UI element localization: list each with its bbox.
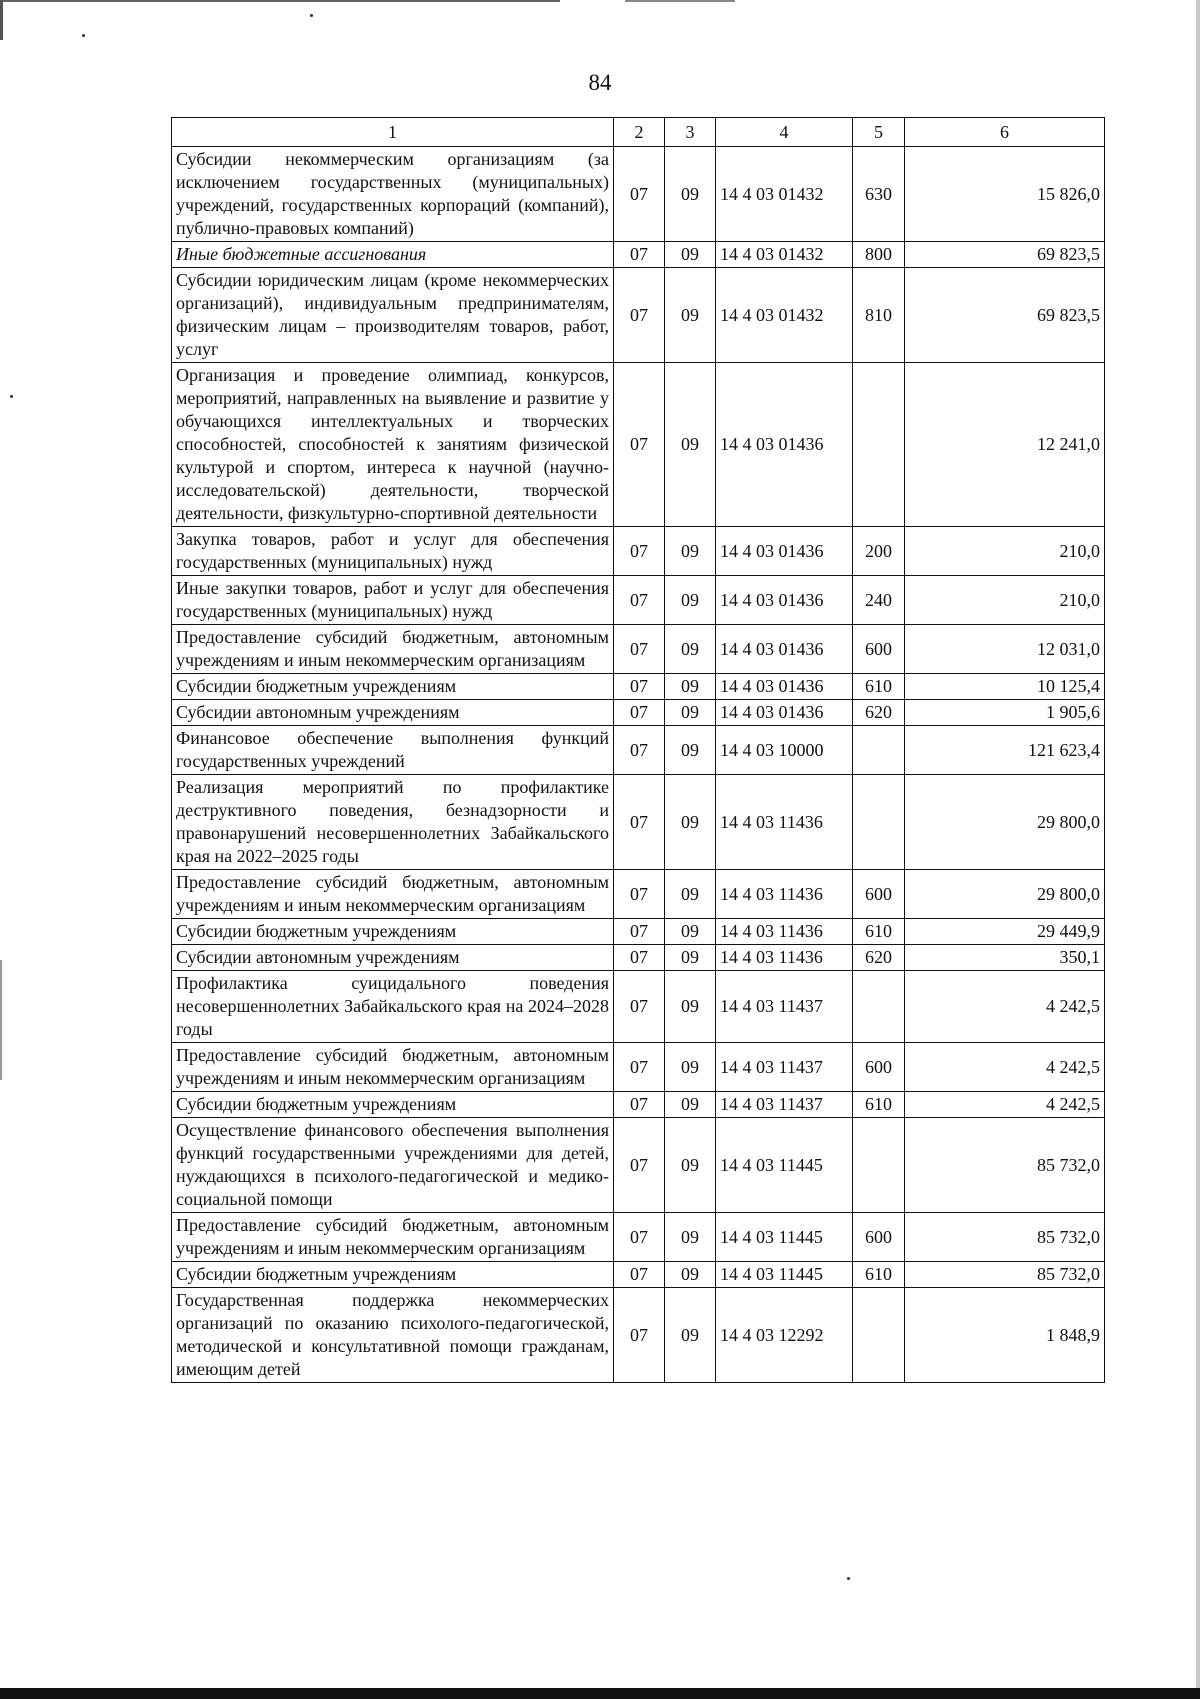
row-expense-type-cell: 600 <box>853 1213 905 1262</box>
row-section-cell: 07 <box>614 1213 665 1262</box>
scan-edge-left <box>0 0 3 40</box>
row-name-cell: Субсидии бюджетным учреждениям <box>172 1262 614 1288</box>
row-subsection-cell: 09 <box>665 945 716 971</box>
row-name-cell: Государственная поддержка некоммерческих организаций по оказанию психолого-педагогической, методической и консультативной помощи гражданам, имеющим детей <box>172 1288 614 1383</box>
row-expense-type-cell: 630 <box>853 147 905 242</box>
row-target-code-cell: 14 4 03 01432 <box>716 268 853 363</box>
row-name-cell: Реализация мероприятий по профилактике деструктивного поведения, безнадзорности и правонарушений несовершеннолетних Забайкальского края на 2022–2025 годы <box>172 775 614 870</box>
table-row <box>172 527 1105 576</box>
row-amount-cell: 4 242,5 <box>905 1092 1105 1118</box>
row-target-code-cell: 14 4 03 11436 <box>716 775 853 870</box>
row-expense-type-cell: 600 <box>853 625 905 674</box>
row-name-cell: Осуществление финансового обеспечения выполнения функций государственными учреждениями для детей, нуждающихся в психолого-педагогической и медико-социальной помощи <box>172 1118 614 1213</box>
row-section-cell: 07 <box>614 919 665 945</box>
row-target-code-cell: 14 4 03 01436 <box>716 363 853 527</box>
row-subsection-cell: 09 <box>665 1262 716 1288</box>
row-subsection-cell: 09 <box>665 147 716 242</box>
table-row <box>172 1213 1105 1262</box>
row-subsection-cell: 09 <box>665 919 716 945</box>
row-subsection-cell: 09 <box>665 527 716 576</box>
row-section-cell: 07 <box>614 625 665 674</box>
header-cell-amount: 6 <box>905 118 1105 147</box>
row-section-cell: 07 <box>614 242 665 268</box>
row-amount-cell: 29 800,0 <box>905 775 1105 870</box>
table-row <box>172 268 1105 363</box>
row-expense-type-cell: 610 <box>853 1092 905 1118</box>
row-expense-type-cell <box>853 1118 905 1213</box>
table-row <box>172 1043 1105 1092</box>
row-amount-cell: 210,0 <box>905 527 1105 576</box>
row-amount-cell: 85 732,0 <box>905 1118 1105 1213</box>
row-target-code-cell: 14 4 03 11445 <box>716 1262 853 1288</box>
header-cell-expense-type: 5 <box>853 118 905 147</box>
table-row <box>172 700 1105 726</box>
row-name-cell: Организация и проведение олимпиад, конкурсов, мероприятий, направленных на выявление и развитие у обучающихся интеллектуальных и творческих способностей, способностей к занятиям физической культурой и спортом, интереса к научной (научно-исследовательской) деятельности, творческой деятельности, физкультурно-спортивной деятельности <box>172 363 614 527</box>
row-name-cell: Предоставление субсидий бюджетным, автономным учреждениям и иным некоммерческим организациям <box>172 870 614 919</box>
table-row <box>172 919 1105 945</box>
row-expense-type-cell: 610 <box>853 674 905 700</box>
row-name-cell: Иные бюджетные ассигнования <box>172 242 614 268</box>
table-row <box>172 147 1105 242</box>
row-amount-cell: 210,0 <box>905 576 1105 625</box>
row-expense-type-cell: 800 <box>853 242 905 268</box>
row-amount-cell: 69 823,5 <box>905 268 1105 363</box>
row-subsection-cell: 09 <box>665 775 716 870</box>
row-amount-cell: 350,1 <box>905 945 1105 971</box>
row-expense-type-cell: 620 <box>853 700 905 726</box>
row-amount-cell: 121 623,4 <box>905 726 1105 775</box>
row-target-code-cell: 14 4 03 10000 <box>716 726 853 775</box>
budget-table <box>171 117 1105 1383</box>
row-amount-cell: 85 732,0 <box>905 1213 1105 1262</box>
row-target-code-cell: 14 4 03 11436 <box>716 870 853 919</box>
scan-edge-right <box>1196 0 1200 1699</box>
scan-speck <box>10 395 13 398</box>
row-subsection-cell: 09 <box>665 1118 716 1213</box>
row-section-cell: 07 <box>614 1118 665 1213</box>
row-expense-type-cell <box>853 971 905 1043</box>
row-expense-type-cell <box>853 775 905 870</box>
row-section-cell: 07 <box>614 870 665 919</box>
row-subsection-cell: 09 <box>665 971 716 1043</box>
row-subsection-cell: 09 <box>665 726 716 775</box>
table-row <box>172 726 1105 775</box>
row-amount-cell: 1 848,9 <box>905 1288 1105 1383</box>
scan-edge-bottom <box>0 1688 1200 1699</box>
row-subsection-cell: 09 <box>665 674 716 700</box>
row-expense-type-cell: 200 <box>853 527 905 576</box>
row-name-cell: Профилактика суицидального поведения несовершеннолетних Забайкальского края на 2024–2028 годы <box>172 971 614 1043</box>
row-section-cell: 07 <box>614 700 665 726</box>
row-name-cell: Иные закупки товаров, работ и услуг для обеспечения государственных (муниципальных) нужд <box>172 576 614 625</box>
row-expense-type-cell: 610 <box>853 1262 905 1288</box>
row-section-cell: 07 <box>614 576 665 625</box>
row-section-cell: 07 <box>614 147 665 242</box>
row-subsection-cell: 09 <box>665 625 716 674</box>
scan-speck <box>310 14 313 17</box>
page-number: 84 <box>588 70 612 95</box>
row-amount-cell: 4 242,5 <box>905 971 1105 1043</box>
row-target-code-cell: 14 4 03 01436 <box>716 700 853 726</box>
row-target-code-cell: 14 4 03 01432 <box>716 147 853 242</box>
row-target-code-cell: 14 4 03 01436 <box>716 576 853 625</box>
header-cell-subsection: 3 <box>665 118 716 147</box>
row-section-cell: 07 <box>614 1043 665 1092</box>
row-expense-type-cell <box>853 363 905 527</box>
row-subsection-cell: 09 <box>665 870 716 919</box>
row-expense-type-cell: 610 <box>853 919 905 945</box>
row-subsection-cell: 09 <box>665 700 716 726</box>
row-amount-cell: 29 449,9 <box>905 919 1105 945</box>
table-row <box>172 1288 1105 1383</box>
row-name-cell: Субсидии бюджетным учреждениям <box>172 674 614 700</box>
scan-speck <box>82 34 85 37</box>
row-target-code-cell: 14 4 03 11445 <box>716 1118 853 1213</box>
row-subsection-cell: 09 <box>665 576 716 625</box>
row-amount-cell: 29 800,0 <box>905 870 1105 919</box>
row-target-code-cell: 14 4 03 01432 <box>716 242 853 268</box>
row-target-code-cell: 14 4 03 01436 <box>716 674 853 700</box>
header-cell-target-code: 4 <box>716 118 853 147</box>
row-name-cell: Предоставление субсидий бюджетным, автономным учреждениям и иным некоммерческим организациям <box>172 1043 614 1092</box>
scan-edge-top <box>0 0 560 2</box>
table-header-row <box>172 118 1105 147</box>
row-name-cell: Субсидии некоммерческим организациям (за исключением государственных (муниципальных) учреждений, государственных корпораций (компаний), публично-правовых компаний) <box>172 147 614 242</box>
row-subsection-cell: 09 <box>665 1213 716 1262</box>
row-section-cell: 07 <box>614 945 665 971</box>
row-subsection-cell: 09 <box>665 268 716 363</box>
table-row <box>172 945 1105 971</box>
row-expense-type-cell: 240 <box>853 576 905 625</box>
row-target-code-cell: 14 4 03 11436 <box>716 919 853 945</box>
header-cell-name: 1 <box>172 118 614 147</box>
row-subsection-cell: 09 <box>665 363 716 527</box>
row-amount-cell: 10 125,4 <box>905 674 1105 700</box>
table-row <box>172 674 1105 700</box>
row-section-cell: 07 <box>614 1092 665 1118</box>
row-target-code-cell: 14 4 03 11437 <box>716 1092 853 1118</box>
row-amount-cell: 69 823,5 <box>905 242 1105 268</box>
row-subsection-cell: 09 <box>665 1043 716 1092</box>
row-target-code-cell: 14 4 03 11437 <box>716 971 853 1043</box>
row-name-cell: Финансовое обеспечение выполнения функций государственных учреждений <box>172 726 614 775</box>
row-section-cell: 07 <box>614 775 665 870</box>
row-section-cell: 07 <box>614 726 665 775</box>
header-cell-section: 2 <box>614 118 665 147</box>
row-section-cell: 07 <box>614 527 665 576</box>
row-subsection-cell: 09 <box>665 1288 716 1383</box>
table-row <box>172 625 1105 674</box>
row-subsection-cell: 09 <box>665 242 716 268</box>
row-target-code-cell: 14 4 03 11445 <box>716 1213 853 1262</box>
row-name-cell: Предоставление субсидий бюджетным, автономным учреждениям и иным некоммерческим организациям <box>172 1213 614 1262</box>
table-row <box>172 971 1105 1043</box>
table-row <box>172 1092 1105 1118</box>
row-section-cell: 07 <box>614 971 665 1043</box>
scan-speck <box>847 1577 850 1580</box>
row-name-cell: Субсидии автономным учреждениям <box>172 945 614 971</box>
table-row <box>172 1118 1105 1213</box>
row-amount-cell: 12 241,0 <box>905 363 1105 527</box>
row-amount-cell: 1 905,6 <box>905 700 1105 726</box>
table-row <box>172 1262 1105 1288</box>
scan-edge-left-lower <box>0 960 2 1080</box>
row-subsection-cell: 09 <box>665 1092 716 1118</box>
row-amount-cell: 15 826,0 <box>905 147 1105 242</box>
row-target-code-cell: 14 4 03 11437 <box>716 1043 853 1092</box>
row-section-cell: 07 <box>614 674 665 700</box>
scan-edge-top-fragment <box>625 0 735 2</box>
table-row <box>172 775 1105 870</box>
row-expense-type-cell: 600 <box>853 870 905 919</box>
row-name-cell: Субсидии юридическим лицам (кроме некоммерческих организаций), индивидуальным предпринимателям, физическим лицам – производителям товаров, работ, услуг <box>172 268 614 363</box>
row-name-cell: Субсидии автономным учреждениям <box>172 700 614 726</box>
row-section-cell: 07 <box>614 268 665 363</box>
row-expense-type-cell: 620 <box>853 945 905 971</box>
row-name-cell: Субсидии бюджетным учреждениям <box>172 1092 614 1118</box>
row-section-cell: 07 <box>614 1288 665 1383</box>
row-expense-type-cell: 810 <box>853 268 905 363</box>
row-expense-type-cell <box>853 726 905 775</box>
row-amount-cell: 12 031,0 <box>905 625 1105 674</box>
table-row <box>172 363 1105 527</box>
row-target-code-cell: 14 4 03 12292 <box>716 1288 853 1383</box>
row-target-code-cell: 14 4 03 11436 <box>716 945 853 971</box>
row-amount-cell: 4 242,5 <box>905 1043 1105 1092</box>
row-expense-type-cell: 600 <box>853 1043 905 1092</box>
row-amount-cell: 85 732,0 <box>905 1262 1105 1288</box>
row-name-cell: Субсидии бюджетным учреждениям <box>172 919 614 945</box>
row-target-code-cell: 14 4 03 01436 <box>716 527 853 576</box>
row-section-cell: 07 <box>614 1262 665 1288</box>
row-name-cell: Закупка товаров, работ и услуг для обеспечения государственных (муниципальных) нужд <box>172 527 614 576</box>
row-expense-type-cell <box>853 1288 905 1383</box>
table-row <box>172 576 1105 625</box>
row-target-code-cell: 14 4 03 01436 <box>716 625 853 674</box>
table-row <box>172 242 1105 268</box>
table-row <box>172 870 1105 919</box>
row-name-cell: Предоставление субсидий бюджетным, автономным учреждениям и иным некоммерческим организациям <box>172 625 614 674</box>
row-section-cell: 07 <box>614 363 665 527</box>
